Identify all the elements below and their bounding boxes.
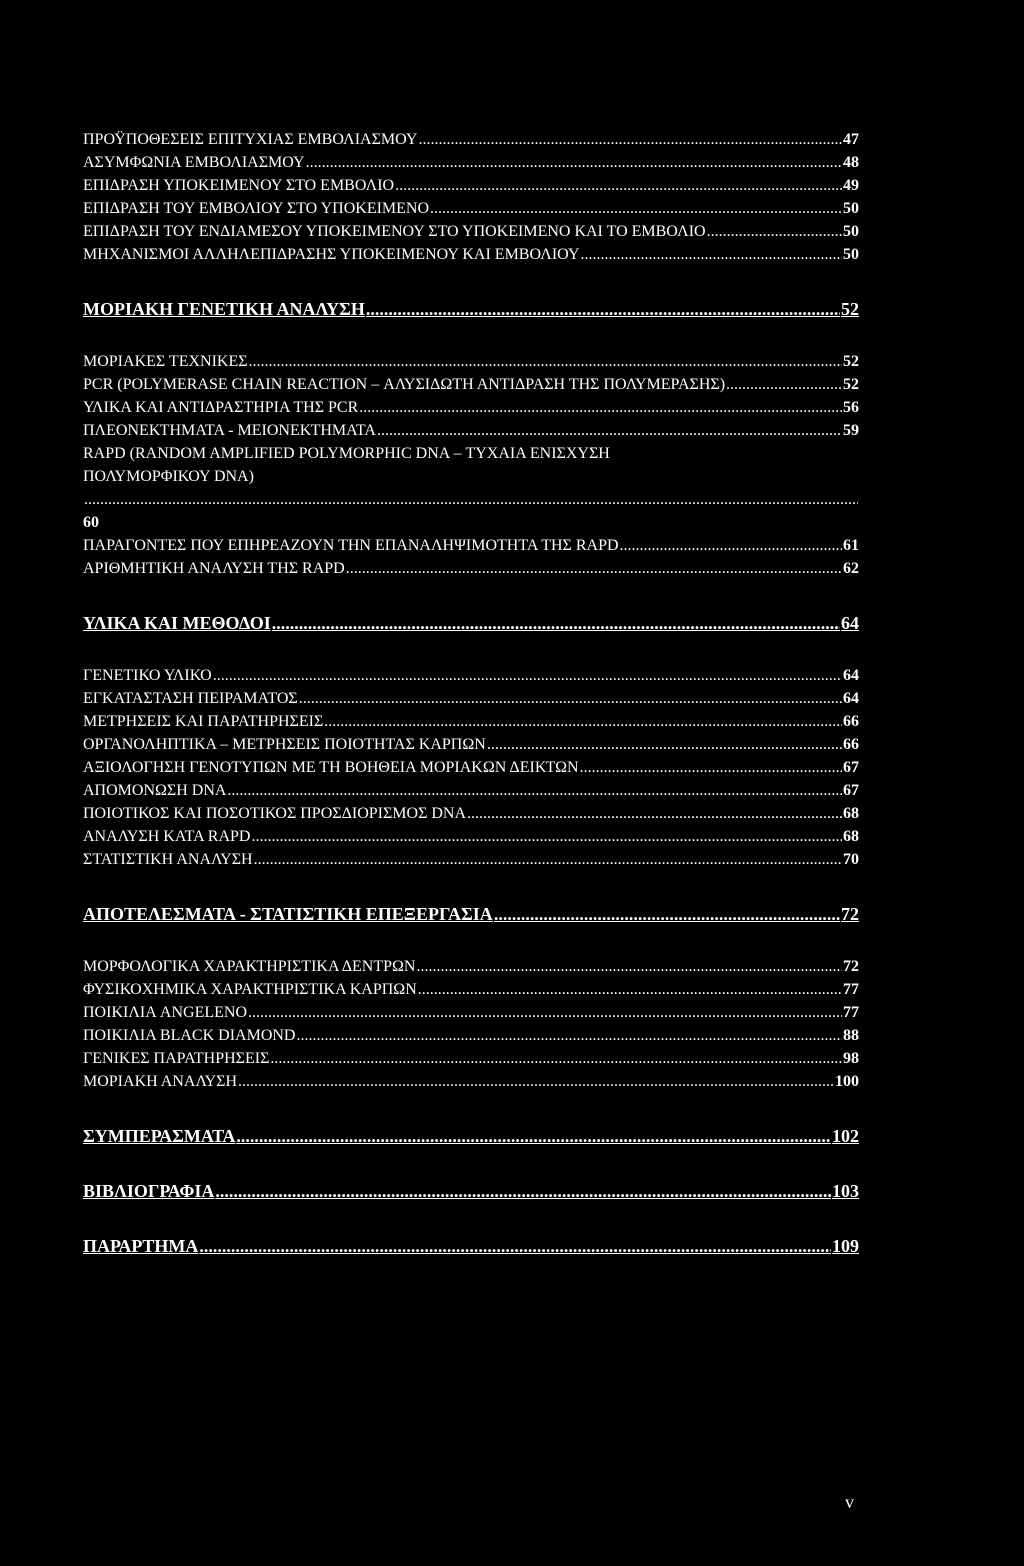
toc-entry-page: 77	[843, 1004, 859, 1021]
dot-leader	[395, 174, 842, 197]
toc-entry-title: ΕΠΙΔΡΑΣΗ ΤΟΥ ΕΜΒΟΛΙΟΥ ΣΤΟ ΥΠΟΚΕΙΜΕΝΟ	[83, 200, 430, 217]
toc-entry-title: ΜΟΡΙΑΚΕΣ ΤΕΧΝΙΚΕΣ	[83, 353, 248, 370]
toc-entry[interactable]	[83, 687, 859, 710]
dot-leader	[272, 612, 840, 635]
toc-chapter-page: 52	[841, 299, 859, 319]
toc-entry-title: ΕΠΙΔΡΑΣΗ ΤΟΥ ΕΝΔΙΑΜΕΣΟΥ ΥΠΟΚΕΙΜΕΝΟΥ ΣΤΟ ΥΠΟΚΕΙΜΕΝΟ ΚΑΙ ΤΟ ΕΜΒΟΛΙΟ	[83, 223, 706, 240]
toc-chapter-title: ΣΥΜΠΕΡΑΣΜΑΤΑ	[83, 1126, 236, 1146]
dot-leader	[238, 1070, 834, 1093]
toc-chapter-title: ΑΠΟΤΕΛΕΣΜΑΤΑ - ΣΤΑΤΙΣΤΙΚΗ ΕΠΕΞΕΡΓΑΣΙΑ	[83, 904, 493, 924]
toc-chapter-title: ΥΛΙΚΑ ΚΑΙ ΜΕΘΟΔΟΙ	[83, 613, 271, 633]
toc-entry-page: 59	[843, 422, 859, 439]
toc-entry-title: ΣΤΑΤΙΣΤΙΚΗ ΑΝΑΛΥΣΗ	[83, 851, 253, 868]
toc-entry-page: 66	[843, 736, 859, 753]
toc-entry-title: ΜΗΧΑΝΙΣΜΟΙ ΑΛΛΗΛΕΠΙΔΡΑΣΗΣ ΥΠΟΚΕΙΜΕΝΟΥ ΚΑΙ ΕΜΒΟΛΙΟΥ	[83, 246, 580, 263]
dot-leader	[366, 298, 840, 321]
toc-entry[interactable]	[83, 442, 859, 534]
toc-chapter-page: 103	[832, 1181, 859, 1201]
dot-leader	[377, 419, 842, 442]
toc-entry-title: PCR (POLYMERASE CHAIN REACTION – ΑΛΥΣΙΔΩΤΗ ΑΝΤΙΔΡΑΣΗ ΤΗΣ ΠΟΛΥΜΕΡΑΣΗΣ)	[83, 376, 726, 393]
toc-chapter-page: 72	[841, 904, 859, 924]
toc-entry-title: ΑΣΥΜΦΩΝΙΑ ΕΜΒΟΛΙΑΣΜΟΥ	[83, 154, 305, 171]
toc-entry[interactable]	[83, 733, 859, 756]
dot-leader	[487, 733, 842, 756]
dot-leader	[306, 151, 842, 174]
toc-chapter-heading[interactable]	[83, 903, 859, 926]
toc-entry-page: 72	[843, 958, 859, 975]
dot-leader	[84, 488, 858, 511]
toc-entry[interactable]	[83, 174, 859, 197]
toc-entry[interactable]	[83, 825, 859, 848]
toc-entry-page: 88	[843, 1027, 859, 1044]
toc-entry[interactable]	[83, 534, 859, 557]
toc-entry-title: ΟΡΓΑΝΟΛΗΠΤΙΚΑ – ΜΕΤΡΗΣΕΙΣ ΠΟΙΟΤΗΤΑΣ ΚΑΡΠΩΝ	[83, 736, 486, 753]
toc-entry[interactable]	[83, 151, 859, 174]
toc-entry-title: ΑΞΙΟΛΟΓΗΣΗ ΓΕΝΟΤΥΠΩΝ ΜΕ ΤΗ ΒΟΗΘΕΙΑ ΜΟΡΙΑΚΩΝ ΔΕΙΚΤΩΝ	[83, 759, 579, 776]
toc-entry[interactable]	[83, 373, 859, 396]
toc-entry-page: 50	[843, 246, 859, 263]
dot-leader	[270, 1047, 842, 1070]
toc-entry-title: ΓΕΝΙΚΕΣ ΠΑΡΑΤΗΡΗΣΕΙΣ	[83, 1050, 270, 1067]
toc-entry-title: ΜΟΡΦΟΛΟΓΙΚΑ ΧΑΡΑΚΤΗΡΙΣΤΙΚΑ ΔΕΝΤΡΩΝ	[83, 958, 416, 975]
toc-entry-title: ΠΟΙΚΙΛΙΑ ANGELENO	[83, 1004, 248, 1021]
table-of-contents	[83, 128, 859, 1258]
toc-chapter-page: 64	[841, 613, 859, 633]
toc-entry-page: 66	[843, 713, 859, 730]
toc-entry-page: 62	[843, 560, 859, 577]
dot-leader	[236, 1125, 831, 1148]
toc-chapter-heading[interactable]	[83, 1125, 859, 1148]
toc-chapter-heading[interactable]	[83, 612, 859, 635]
dot-leader	[249, 350, 842, 373]
toc-entry-page: 70	[843, 851, 859, 868]
dot-leader	[346, 557, 842, 580]
dot-leader	[213, 664, 842, 687]
toc-entry[interactable]	[83, 419, 859, 442]
toc-entry-title: ΕΓΚΑΤΑΣΤΑΣΗ ΠΕΙΡΑΜΑΤΟΣ	[83, 690, 298, 707]
toc-entry-title: ΑΡΙΘΜΗΤΙΚΗ ΑΝΑΛΥΣΗ ΤΗΣ RAPD	[83, 560, 345, 577]
toc-entry-page: 68	[843, 805, 859, 822]
toc-entry[interactable]	[83, 128, 859, 151]
toc-entry[interactable]	[83, 1047, 859, 1070]
dot-leader	[707, 220, 842, 243]
toc-entry[interactable]	[83, 557, 859, 580]
toc-entry-title: ΠΑΡΑΓΟΝΤΕΣ ΠΟΥ ΕΠΗΡΕΑΖΟΥΝ ΤΗΝ ΕΠΑΝΑΛΗΨΙΜΟΤΗΤΑ ΤΗΣ RAPD	[83, 537, 619, 554]
dot-leader	[324, 710, 842, 733]
toc-chapter-heading[interactable]	[83, 298, 859, 321]
toc-entry[interactable]	[83, 710, 859, 733]
toc-chapter-title: ΒΙΒΛΙΟΓΡΑΦΙΑ	[83, 1181, 215, 1201]
toc-entry[interactable]	[83, 664, 859, 687]
dot-leader	[418, 128, 842, 151]
dot-leader	[359, 396, 842, 419]
dot-leader	[251, 825, 842, 848]
toc-entry-page: 56	[843, 399, 859, 416]
dot-leader	[620, 534, 842, 557]
toc-chapter-page: 102	[832, 1126, 859, 1146]
toc-entry[interactable]	[83, 802, 859, 825]
toc-entry[interactable]	[83, 1001, 859, 1024]
toc-entry[interactable]	[83, 197, 859, 220]
toc-chapter-heading[interactable]	[83, 1180, 859, 1203]
toc-entry[interactable]	[83, 396, 859, 419]
dot-leader	[418, 978, 842, 1001]
toc-entry-page: 100	[835, 1073, 859, 1090]
toc-entry-title: RAPD (RANDOM AMPLIFIED POLYMORPHIC DNA – ΤΥΧΑΙΑ ΕΝΙΣΧΥΣΗ ΠΟΛΥΜΟΡΦΙΚΟΥ DNA)	[83, 445, 610, 485]
toc-chapter-title: ΠΑΡΑΡΤΗΜΑ	[83, 1236, 199, 1256]
toc-entry[interactable]	[83, 756, 859, 779]
toc-entry-page: 67	[843, 782, 859, 799]
dot-leader	[199, 1235, 831, 1258]
toc-entry-title: ΠΛΕΟΝΕΚΤΗΜΑΤΑ - ΜΕΙΟΝΕΚΤΗΜΑΤΑ	[83, 422, 376, 439]
toc-entry-page: 68	[843, 828, 859, 845]
toc-entry-title: ΠΟΙΚΙΛΙΑ BLACK DIAMOND	[83, 1027, 296, 1044]
toc-entry-title: ΑΠΟΜΟΝΩΣΗ DNA	[83, 782, 227, 799]
toc-entry[interactable]	[83, 220, 859, 243]
toc-entry-page: 52	[843, 353, 859, 370]
toc-entry-page: 49	[843, 177, 859, 194]
toc-entry-page: 50	[843, 223, 859, 240]
toc-entry[interactable]	[83, 955, 859, 978]
dot-leader	[227, 779, 842, 802]
toc-entry-page: 52	[843, 376, 859, 393]
toc-entry[interactable]	[83, 978, 859, 1001]
toc-entry[interactable]	[83, 350, 859, 373]
page-number: v	[845, 1492, 854, 1512]
dot-leader	[296, 1024, 842, 1047]
toc-entry-page: 64	[843, 690, 859, 707]
toc-entry-page: 61	[843, 537, 859, 554]
dot-leader	[726, 373, 842, 396]
toc-entry-title: ΜΟΡΙΑΚΗ ΑΝΑΛΥΣΗ	[83, 1073, 238, 1090]
toc-entry-page: 47	[843, 131, 859, 148]
dot-leader	[580, 756, 842, 779]
dot-leader	[248, 1001, 842, 1024]
toc-entry-title: ΦΥΣΙΚΟΧΗΜΙΚΑ ΧΑΡΑΚΤΗΡΙΣΤΙΚΑ ΚΑΡΠΩΝ	[83, 981, 417, 998]
toc-chapter-title: ΜΟΡΙΑΚΗ ΓΕΝΕΤΙΚΗ ΑΝΑΛΥΣΗ	[83, 299, 365, 319]
toc-entry[interactable]	[83, 1070, 859, 1093]
dot-leader	[215, 1180, 831, 1203]
toc-entry-title: ΑΝΑΛΥΣΗ ΚΑΤΑ RAPD	[83, 828, 251, 845]
toc-entry-page: 98	[843, 1050, 859, 1067]
toc-entry-title: ΓΕΝΕΤΙΚΟ ΥΛΙΚΟ	[83, 667, 212, 684]
dot-leader	[430, 197, 842, 220]
toc-entry[interactable]	[83, 779, 859, 802]
dot-leader	[581, 243, 843, 266]
toc-entry-title: ΜΕΤΡΗΣΕΙΣ ΚΑΙ ΠΑΡΑΤΗΡΗΣΕΙΣ	[83, 713, 324, 730]
toc-entry-page: 77	[843, 981, 859, 998]
toc-entry-title: ΥΛΙΚΑ ΚΑΙ ΑΝΤΙΔΡΑΣΤΗΡΙΑ ΤΗΣ PCR	[83, 399, 359, 416]
toc-entry-page: 48	[843, 154, 859, 171]
toc-entry[interactable]	[83, 848, 859, 871]
toc-entry-page: 60	[83, 514, 99, 531]
toc-entry[interactable]	[83, 243, 859, 266]
toc-entry[interactable]	[83, 1024, 859, 1047]
toc-chapter-page: 109	[832, 1236, 859, 1256]
dot-leader	[254, 848, 842, 871]
toc-chapter-heading[interactable]	[83, 1235, 859, 1258]
dot-leader	[416, 955, 842, 978]
toc-entry-page: 67	[843, 759, 859, 776]
dot-leader	[494, 903, 840, 926]
toc-entry-title: ΕΠΙΔΡΑΣΗ ΥΠΟΚΕΙΜΕΝΟΥ ΣΤΟ ΕΜΒΟΛΙΟ	[83, 177, 395, 194]
dot-leader	[299, 687, 842, 710]
toc-entry-page: 50	[843, 200, 859, 217]
dot-leader	[467, 802, 842, 825]
toc-entry-title: ΠΟΙΟΤΙΚΟΣ ΚΑΙ ΠΟΣΟΤΙΚΟΣ ΠΡΟΣΔΙΟΡΙΣΜΟΣ DNA	[83, 805, 467, 822]
toc-entry-page: 64	[843, 667, 859, 684]
toc-entry-title: ΠΡΟΫΠΟΘΕΣΕΙΣ ΕΠΙΤΥΧΙΑΣ ΕΜΒΟΛΙΑΣΜΟΥ	[83, 131, 418, 148]
